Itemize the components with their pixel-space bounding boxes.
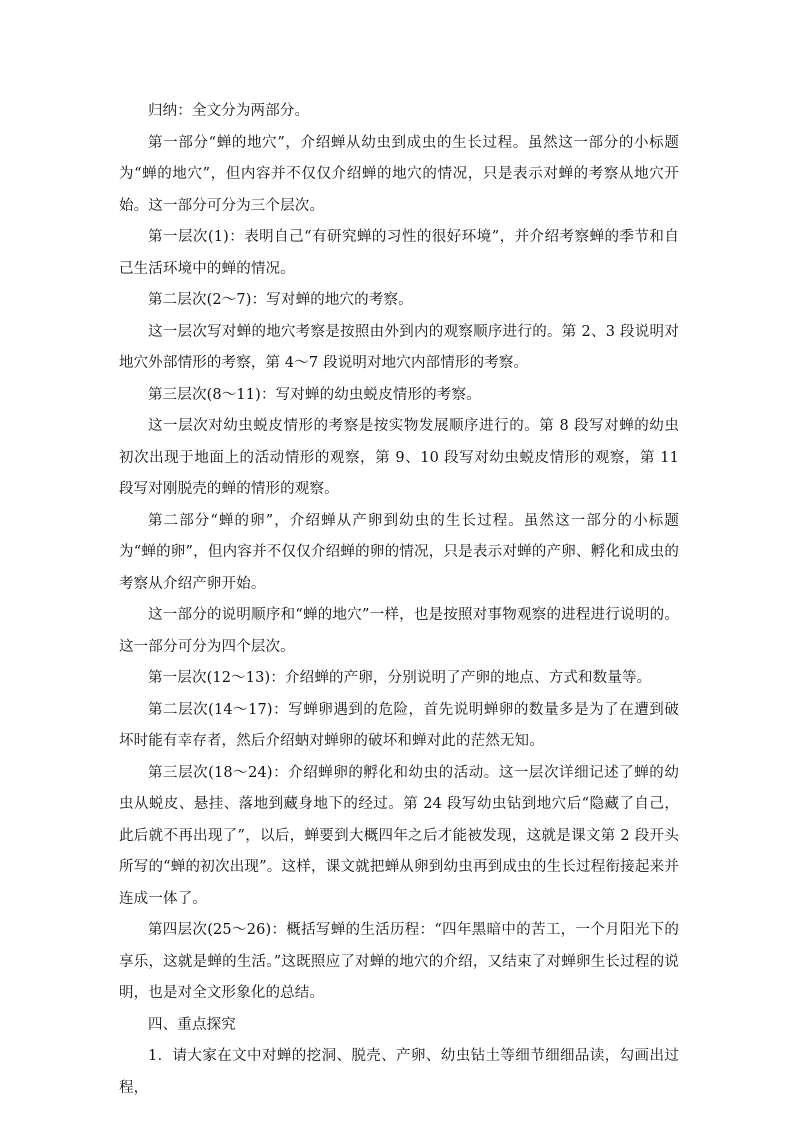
document-body bbox=[119, 96, 679, 1104]
paragraph-part-one-level-two-detail: 这一层次写对蝉的地穴考察是按照由外到内的观察顺序进行的。第 2、3 段说明对地穴外部情形的考察，第 4～7 段说明对地穴内部情形的考察。 bbox=[119, 323, 679, 371]
paragraph-part-two-level-two: 第二层次(14～17)：写蝉卵遇到的危险，首先说明蝉卵的数量多是为了在遭到破坏时能有幸存者，然后介绍蚋对蝉卵的破坏和蝉对此的茫然无知。 bbox=[119, 701, 679, 749]
paragraph-part-one: 第一部分“蝉的地穴”，介绍蝉从幼虫到成虫的生长过程。虽然这一部分的小标题为“蝉的地穴”，但内容并不仅仅介绍蝉的地穴的情况，只是表示对蝉的考察从地穴开始。这一部分可分为三个层次。 bbox=[119, 134, 679, 214]
paragraph-part-two-level-three: 第三层次(18～24)：介绍蝉卵的孵化和幼虫的活动。这一层次详细记述了蝉的幼虫从蜕皮、悬挂、落地到藏身地下的经过。第 24 段写幼虫钻到地穴后“隐藏了自己，此后就不再出现了”，以后，蝉要到大概四年之后才能被发现，这就是课文第 2 段开头所写的“蝉的初次出现”。这样，课文就把蝉从卵到幼虫再到成虫的生长过程衔接起来并连成一体了。 bbox=[119, 764, 679, 907]
paragraph-part-one-level-one: 第一层次(1)：表明自己“有研究蝉的习性的很好环境”，并介绍考察蝉的季节和自己生活环境中的蝉的情况。 bbox=[119, 229, 679, 277]
paragraph-part-two: 第二部分“蝉的卵”，介绍蝉从产卵到幼虫的生长过程。虽然这一部分的小标题为“蝉的卵”，但内容并不仅仅介绍蝉的卵的情况，只是表示对蝉的产卵、孵化和成虫的考察从介绍产卵开始。 bbox=[119, 512, 679, 592]
paragraph-part-two-order: 这一部分的说明顺序和“蝉的地穴”一样，也是按照对事物观察的进程进行说明的。这一部分可分为四个层次。 bbox=[119, 607, 679, 655]
paragraph-part-one-level-three-detail: 这一层次对幼虫蜕皮情形的考察是按实物发展顺序进行的。第 8 段写对蝉的幼虫初次出现于地面上的活动情形的观察，第 9、10 段写对幼虫蜕皮情形的观察，第 11 段写对刚脱壳的蝉的情形的观察。 bbox=[119, 418, 679, 497]
section-heading-key-exploration: 四、重点探究 bbox=[148, 1016, 236, 1033]
paragraph-part-two-level-four: 第四层次(25～26)：概括写蝉的生活历程：“四年黑暗中的苦工，一个月阳光下的享乐，这就是蝉的生活。”这既照应了对蝉的地穴的介绍，又结束了对蝉卵生长过程的说明，也是对全文形象化的总结。 bbox=[119, 922, 679, 1001]
paragraph-part-two-level-one: 第一层次(12～13)：介绍蝉的产卵，分别说明了产卵的地点、方式和数量等。 bbox=[148, 670, 652, 686]
paragraph-question-one: 1．请大家在文中对蝉的挖洞、脱壳、产卵、幼虫钻土等细节细细品读，勾画出过程， bbox=[119, 1048, 679, 1096]
paragraph-part-one-level-two: 第二层次(2～7)：写对蝉的地穴的考察。 bbox=[148, 292, 413, 308]
paragraph-summary: 归纳：全文分为两部分。 bbox=[148, 103, 310, 119]
paragraph-part-one-level-three: 第三层次(8～11)：写对蝉的幼虫蜕皮情形的考察。 bbox=[148, 386, 481, 403]
